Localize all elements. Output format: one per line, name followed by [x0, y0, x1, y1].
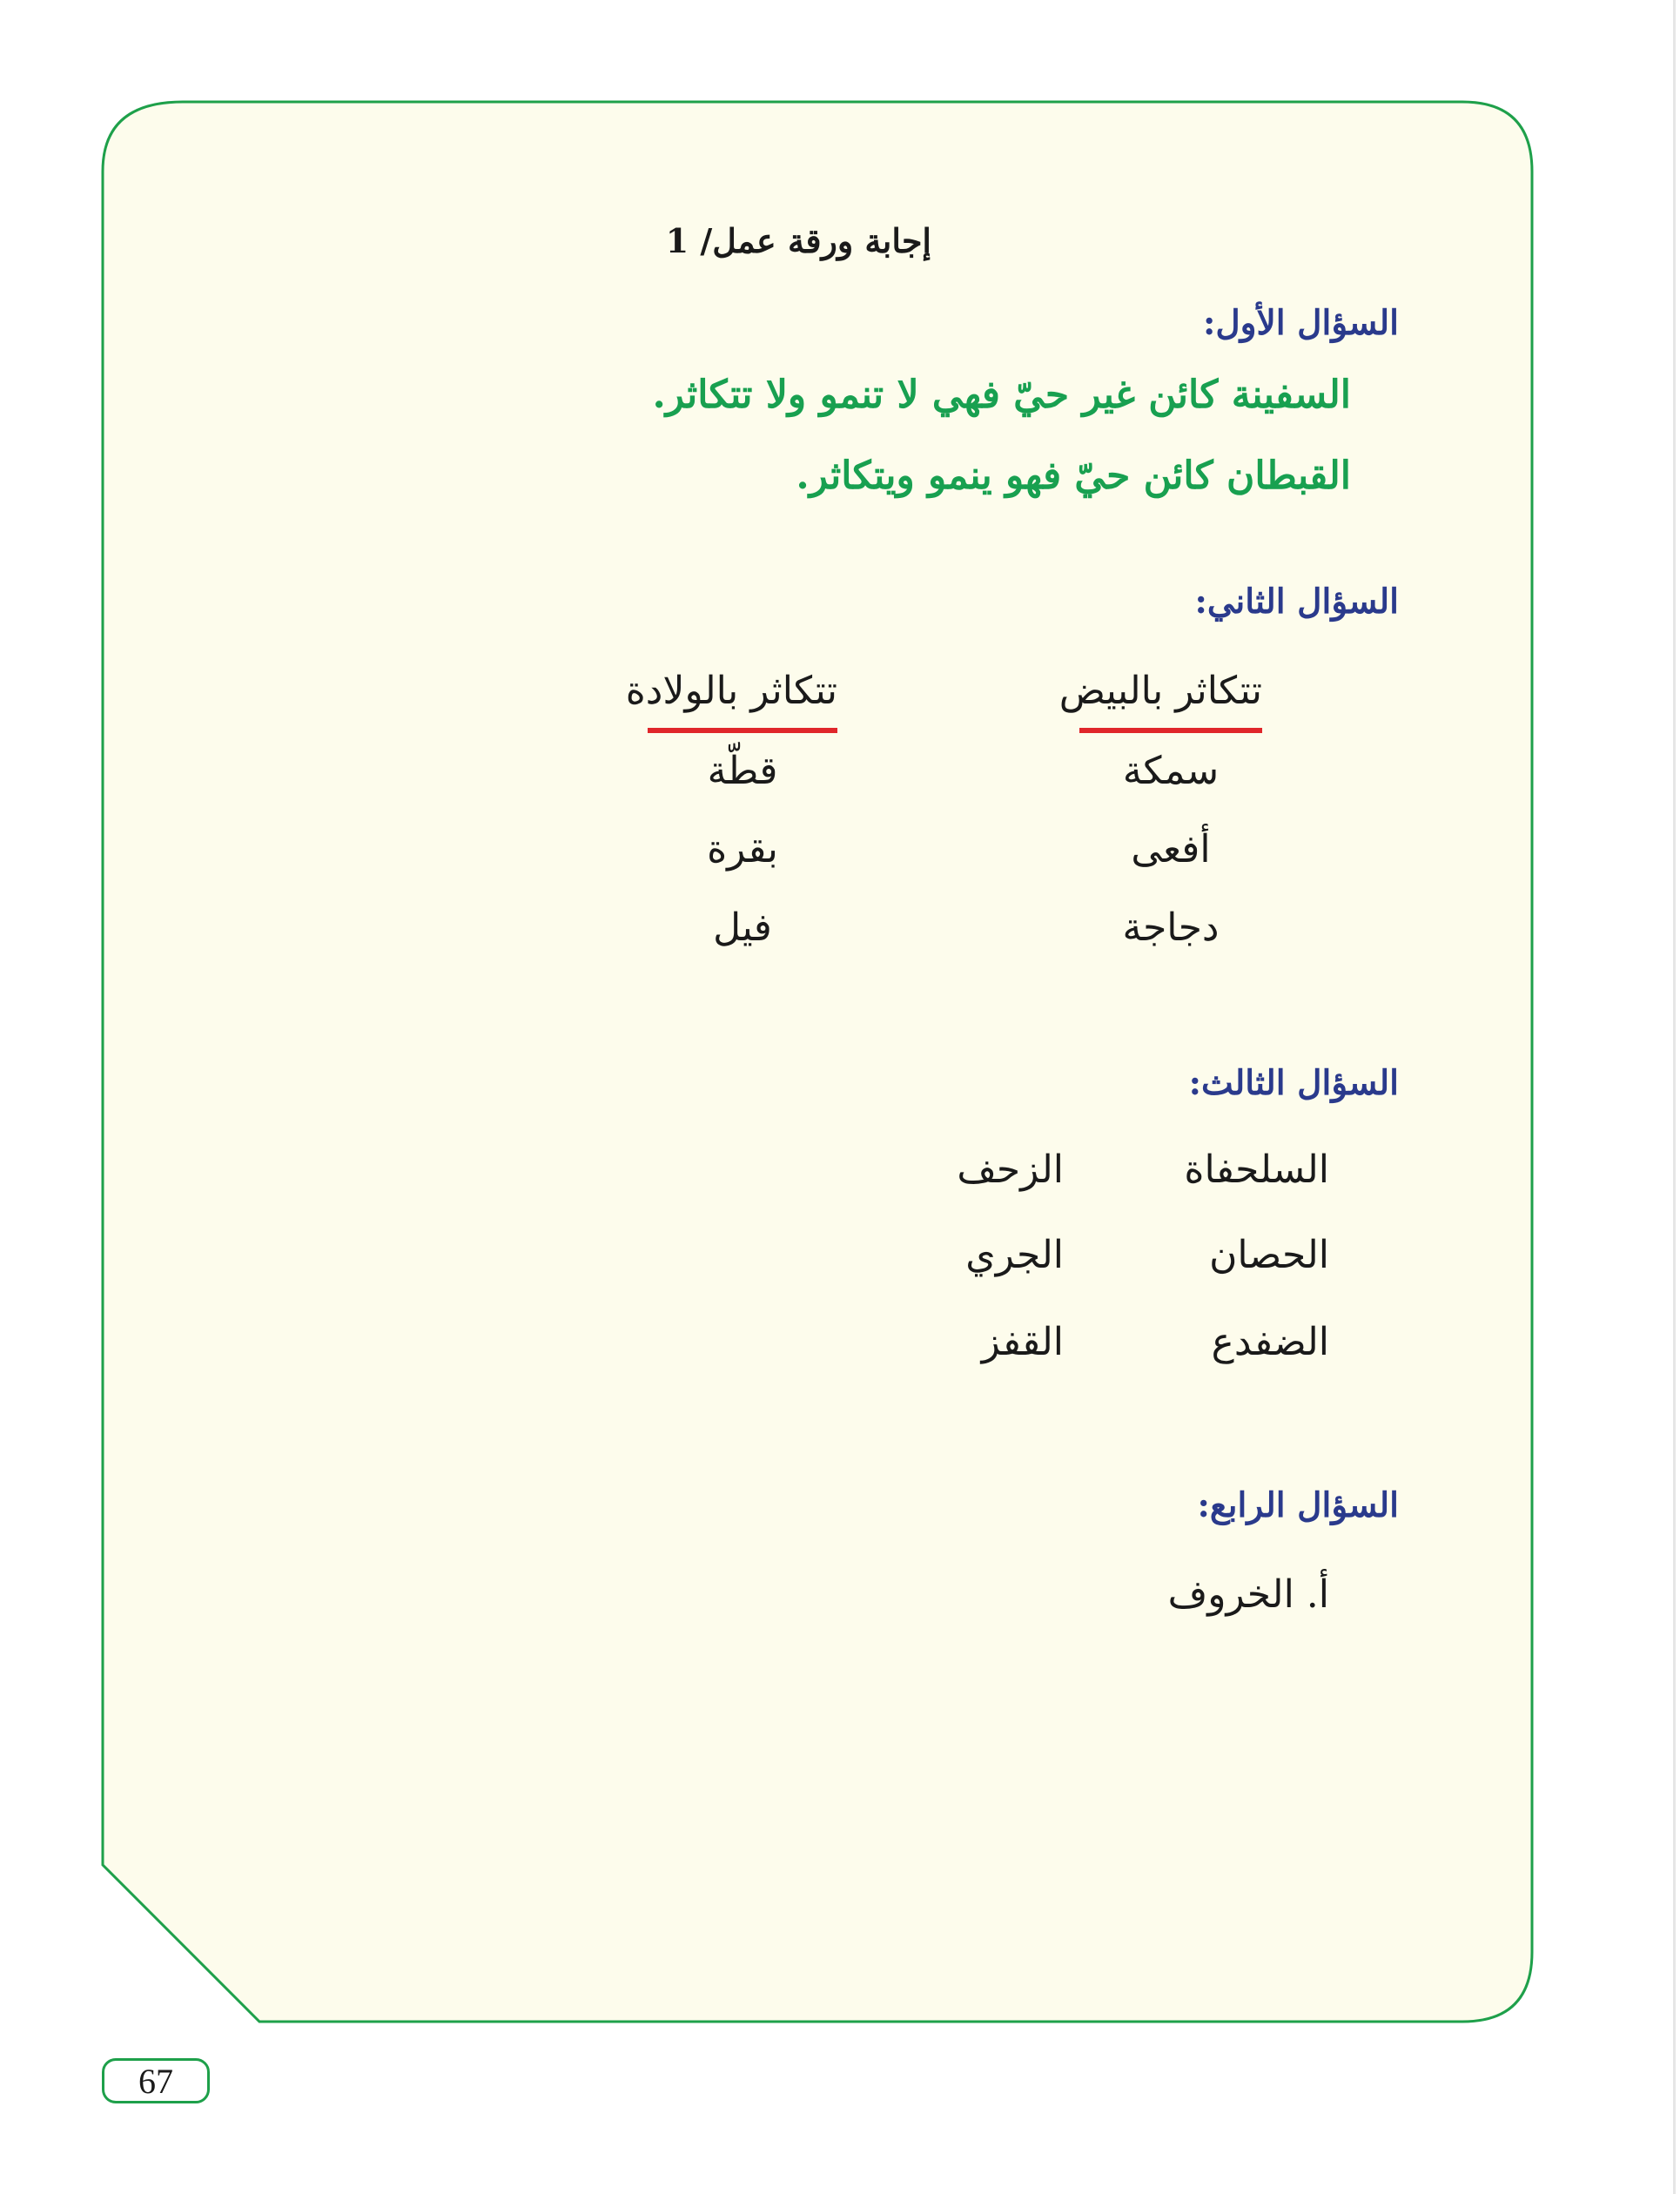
animal-name: الضفدع [1211, 1320, 1329, 1364]
live-birth-header-underline [648, 728, 837, 733]
live-birth-column-header: تتكاثر بالولادة [625, 669, 837, 713]
egg-laying-column-header: تتكاثر بالبيض [1058, 669, 1262, 713]
question-1-answer-line-2: القبطان كائن حيّ فهو ينمو ويتكاثر. [796, 454, 1351, 498]
animal-name: السلحفاة [1184, 1147, 1329, 1192]
question-4-answer: أ. الخروف [1167, 1572, 1329, 1617]
worksheet-title: إجابة ورقة عمل/ 1 [665, 221, 931, 260]
live-birth-item: فيل [713, 905, 772, 950]
live-birth-item: بقرة [707, 827, 778, 872]
movement-type: الجري [965, 1233, 1064, 1277]
egg-laying-item: سمكة [1122, 749, 1220, 793]
live-birth-item: قطّة [707, 749, 778, 793]
question-4-heading: السؤال الرابع: [1197, 1485, 1399, 1525]
animal-name: الحصان [1209, 1233, 1329, 1277]
egg-laying-item: أفعى [1131, 827, 1211, 872]
page-number: 67 [138, 2061, 173, 2101]
movement-type: القفز [981, 1320, 1064, 1364]
page-number-badge [102, 2058, 210, 2103]
question-1-answer-line-1: السفينة كائن غير حيّ فهي لا تنمو ولا تتكاثر. [652, 373, 1351, 417]
question-3-heading: السؤال الثالث: [1188, 1063, 1399, 1103]
movement-type: الزحف [957, 1147, 1064, 1192]
egg-laying-header-underline [1079, 728, 1262, 733]
question-2-heading: السؤال الثاني: [1194, 582, 1399, 622]
egg-laying-item: دجاجة [1122, 905, 1220, 950]
question-1-heading: السؤال الأول: [1202, 303, 1399, 343]
